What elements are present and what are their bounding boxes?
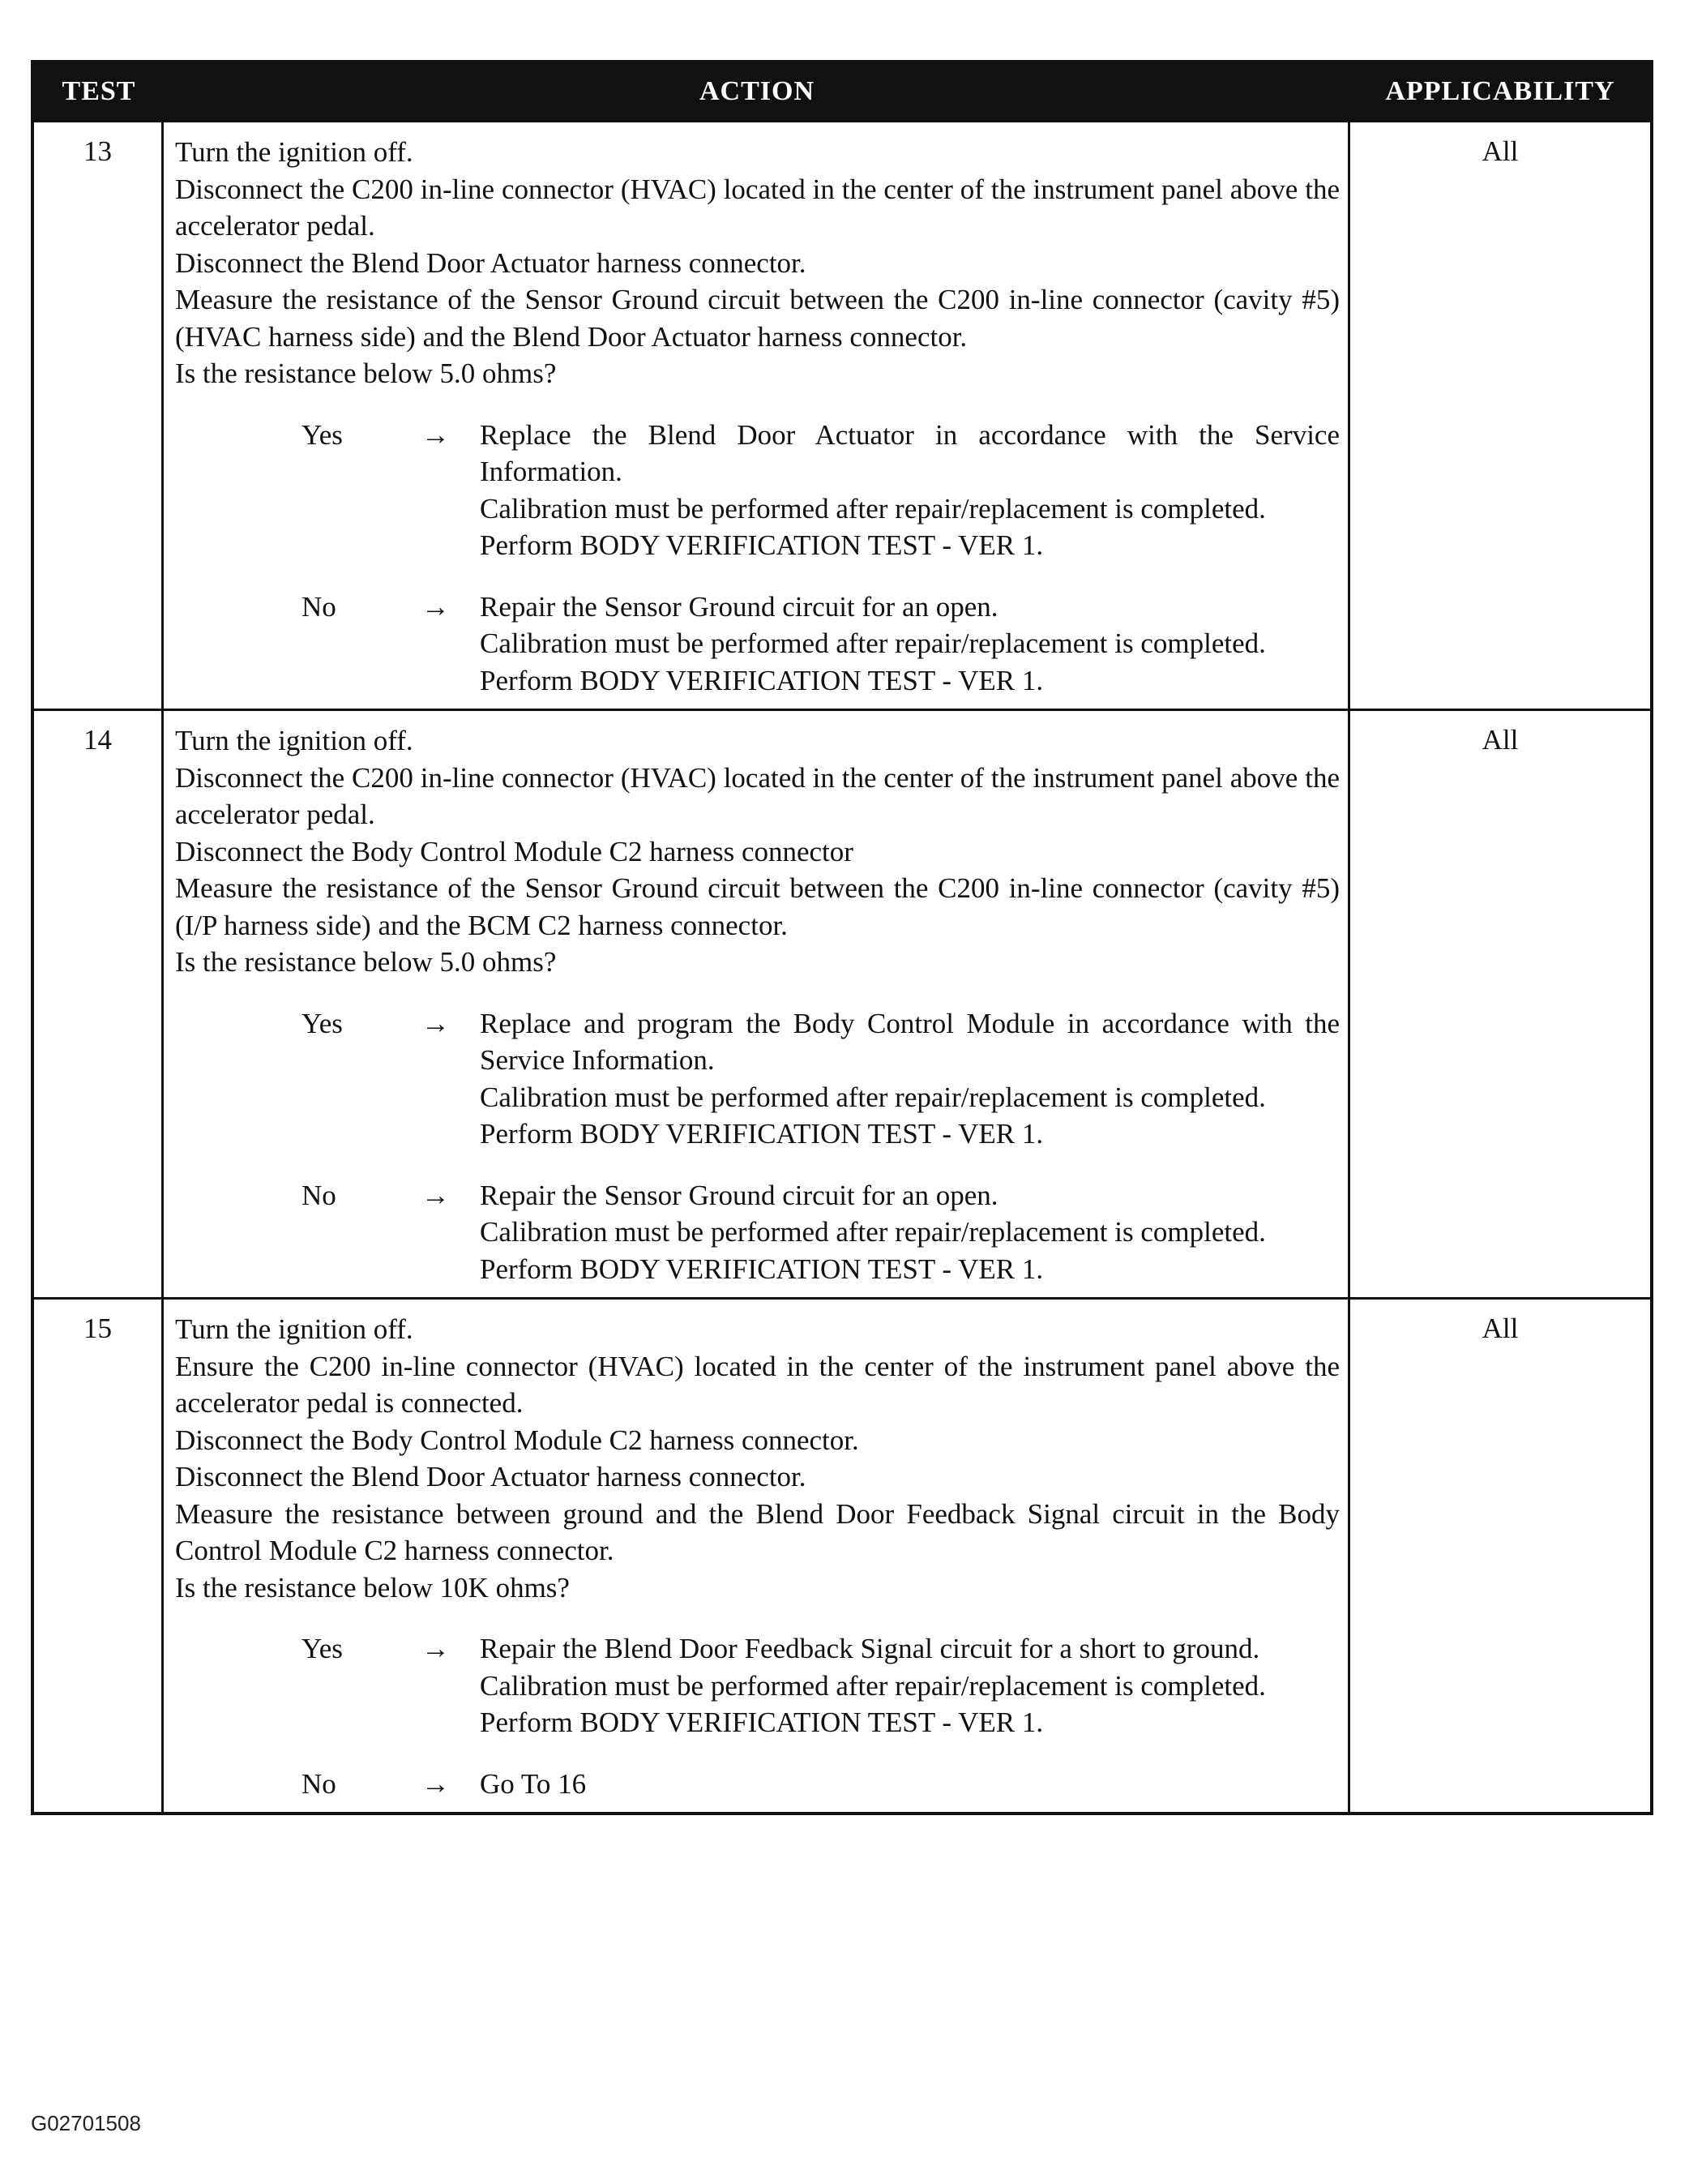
step: Disconnect the Blend Door Actuator harness connector. — [175, 246, 806, 279]
step: Is the resistance below 10K ohms? — [175, 1571, 570, 1604]
response-line: Replace the Blend Door Actuator in accordance with the Service Information. — [480, 418, 1340, 487]
arrow-icon: → — [421, 1633, 450, 1664]
yes-label: Yes — [301, 418, 343, 451]
response-line: Repair the Sensor Ground circuit for an open. — [480, 590, 998, 623]
no-label: No — [301, 590, 336, 623]
applicability-value: All — [1482, 1313, 1519, 1344]
no-label: No — [301, 1767, 336, 1800]
no-response — [175, 1177, 1340, 1288]
step: Disconnect the C200 in-line connector (HVAC) located in the center of the instrument panel above the accelerator pedal. — [175, 173, 1340, 242]
response-line: Perform BODY VERIFICATION TEST - VER 1. — [480, 664, 1044, 696]
test-number: 14 — [34, 711, 164, 1297]
response-line: Calibration must be performed after repair/replacement is completed. — [480, 492, 1266, 525]
response-line: Perform BODY VERIFICATION TEST - VER 1. — [480, 1253, 1044, 1285]
yes-label: Yes — [301, 1633, 343, 1664]
step: Disconnect the C200 in-line connector (HVAC) located in the center of the instrument panel above the accelerator pedal. — [175, 761, 1340, 830]
test-number: 13 — [34, 122, 164, 709]
arrow-icon: → — [421, 1007, 450, 1039]
table-row — [34, 1297, 1650, 1812]
diagnostic-test-table — [31, 60, 1653, 1815]
response-line: Replace and program the Body Control Module in accordance with the Service Information. — [480, 1007, 1340, 1076]
table-row — [34, 120, 1650, 709]
header-action: ACTION — [699, 76, 815, 106]
arrow-icon: → — [421, 1179, 450, 1211]
response-line: Perform BODY VERIFICATION TEST - VER 1. — [480, 1707, 1044, 1738]
action-cell — [164, 122, 1350, 709]
action-cell — [164, 711, 1350, 1297]
response-text — [480, 1630, 1340, 1741]
response-text — [480, 417, 1340, 564]
response-text — [480, 1766, 1340, 1803]
response-text — [480, 1005, 1340, 1153]
step: Disconnect the Blend Door Actuator harness connector. — [175, 1461, 806, 1492]
no-response — [175, 589, 1340, 700]
arrow-icon: → — [421, 1767, 450, 1800]
step: Ensure the C200 in-line connector (HVAC) located in the center of the instrument panel above the accelerator pedal is connected. — [175, 1350, 1340, 1419]
response-line: Repair the Blend Door Feedback Signal circuit for a short to ground. — [480, 1633, 1260, 1664]
step: Is the resistance below 5.0 ohms? — [175, 358, 557, 389]
step: Disconnect the Body Control Module C2 harness connector. — [175, 1424, 859, 1456]
step: Is the resistance below 5.0 ohms? — [175, 946, 557, 978]
header-test: TEST — [62, 76, 136, 106]
header-applicability: APPLICABILITY — [1385, 76, 1615, 106]
response-line: Go To 16 — [480, 1767, 587, 1800]
response-line: Perform BODY VERIFICATION TEST - VER 1. — [480, 1118, 1044, 1150]
yes-label: Yes — [301, 1007, 343, 1039]
no-response — [175, 1766, 1340, 1803]
no-label: No — [301, 1179, 336, 1211]
step: Measure the resistance between ground and the Blend Door Feedback Signal circuit in the Body Control Module C2 harness connector. — [175, 1497, 1340, 1566]
figure-code: G02701508 — [31, 2111, 141, 2135]
step: Measure the resistance of the Sensor Ground circuit between the C200 in-line connector (cavity #5) (I/P harness side) and the BCM C2 harness connector. — [175, 872, 1340, 941]
response-text — [480, 1177, 1340, 1288]
table-row — [34, 709, 1650, 1297]
table-header — [34, 63, 1650, 120]
yes-response — [175, 1630, 1340, 1741]
response-line: Calibration must be performed after repair/replacement is completed. — [480, 1081, 1266, 1113]
applicability-value: All — [1482, 724, 1519, 756]
response-line: Calibration must be performed after repair/replacement is completed. — [480, 627, 1266, 659]
response-line: Calibration must be performed after repair/replacement is completed. — [480, 1216, 1266, 1248]
step: Measure the resistance of the Sensor Ground circuit between the C200 in-line connector (cavity #5) (HVAC harness side) and the Blend Door Actuator harness connector. — [175, 284, 1340, 353]
response-line: Calibration must be performed after repair/replacement is completed. — [480, 1669, 1266, 1702]
action-cell — [164, 1300, 1350, 1812]
yes-response — [175, 417, 1340, 564]
test-number: 15 — [34, 1300, 164, 1812]
arrow-icon: → — [421, 590, 450, 623]
step: Turn the ignition off. — [175, 725, 413, 756]
yes-response — [175, 1005, 1340, 1153]
step: Turn the ignition off. — [175, 1313, 413, 1345]
step: Turn the ignition off. — [175, 136, 413, 168]
arrow-icon: → — [421, 418, 450, 451]
applicability-value: All — [1482, 135, 1519, 167]
response-line: Repair the Sensor Ground circuit for an open. — [480, 1179, 998, 1211]
step: Disconnect the Body Control Module C2 harness connector — [175, 835, 853, 867]
response-text — [480, 589, 1340, 700]
response-line: Perform BODY VERIFICATION TEST - VER 1. — [480, 529, 1044, 561]
